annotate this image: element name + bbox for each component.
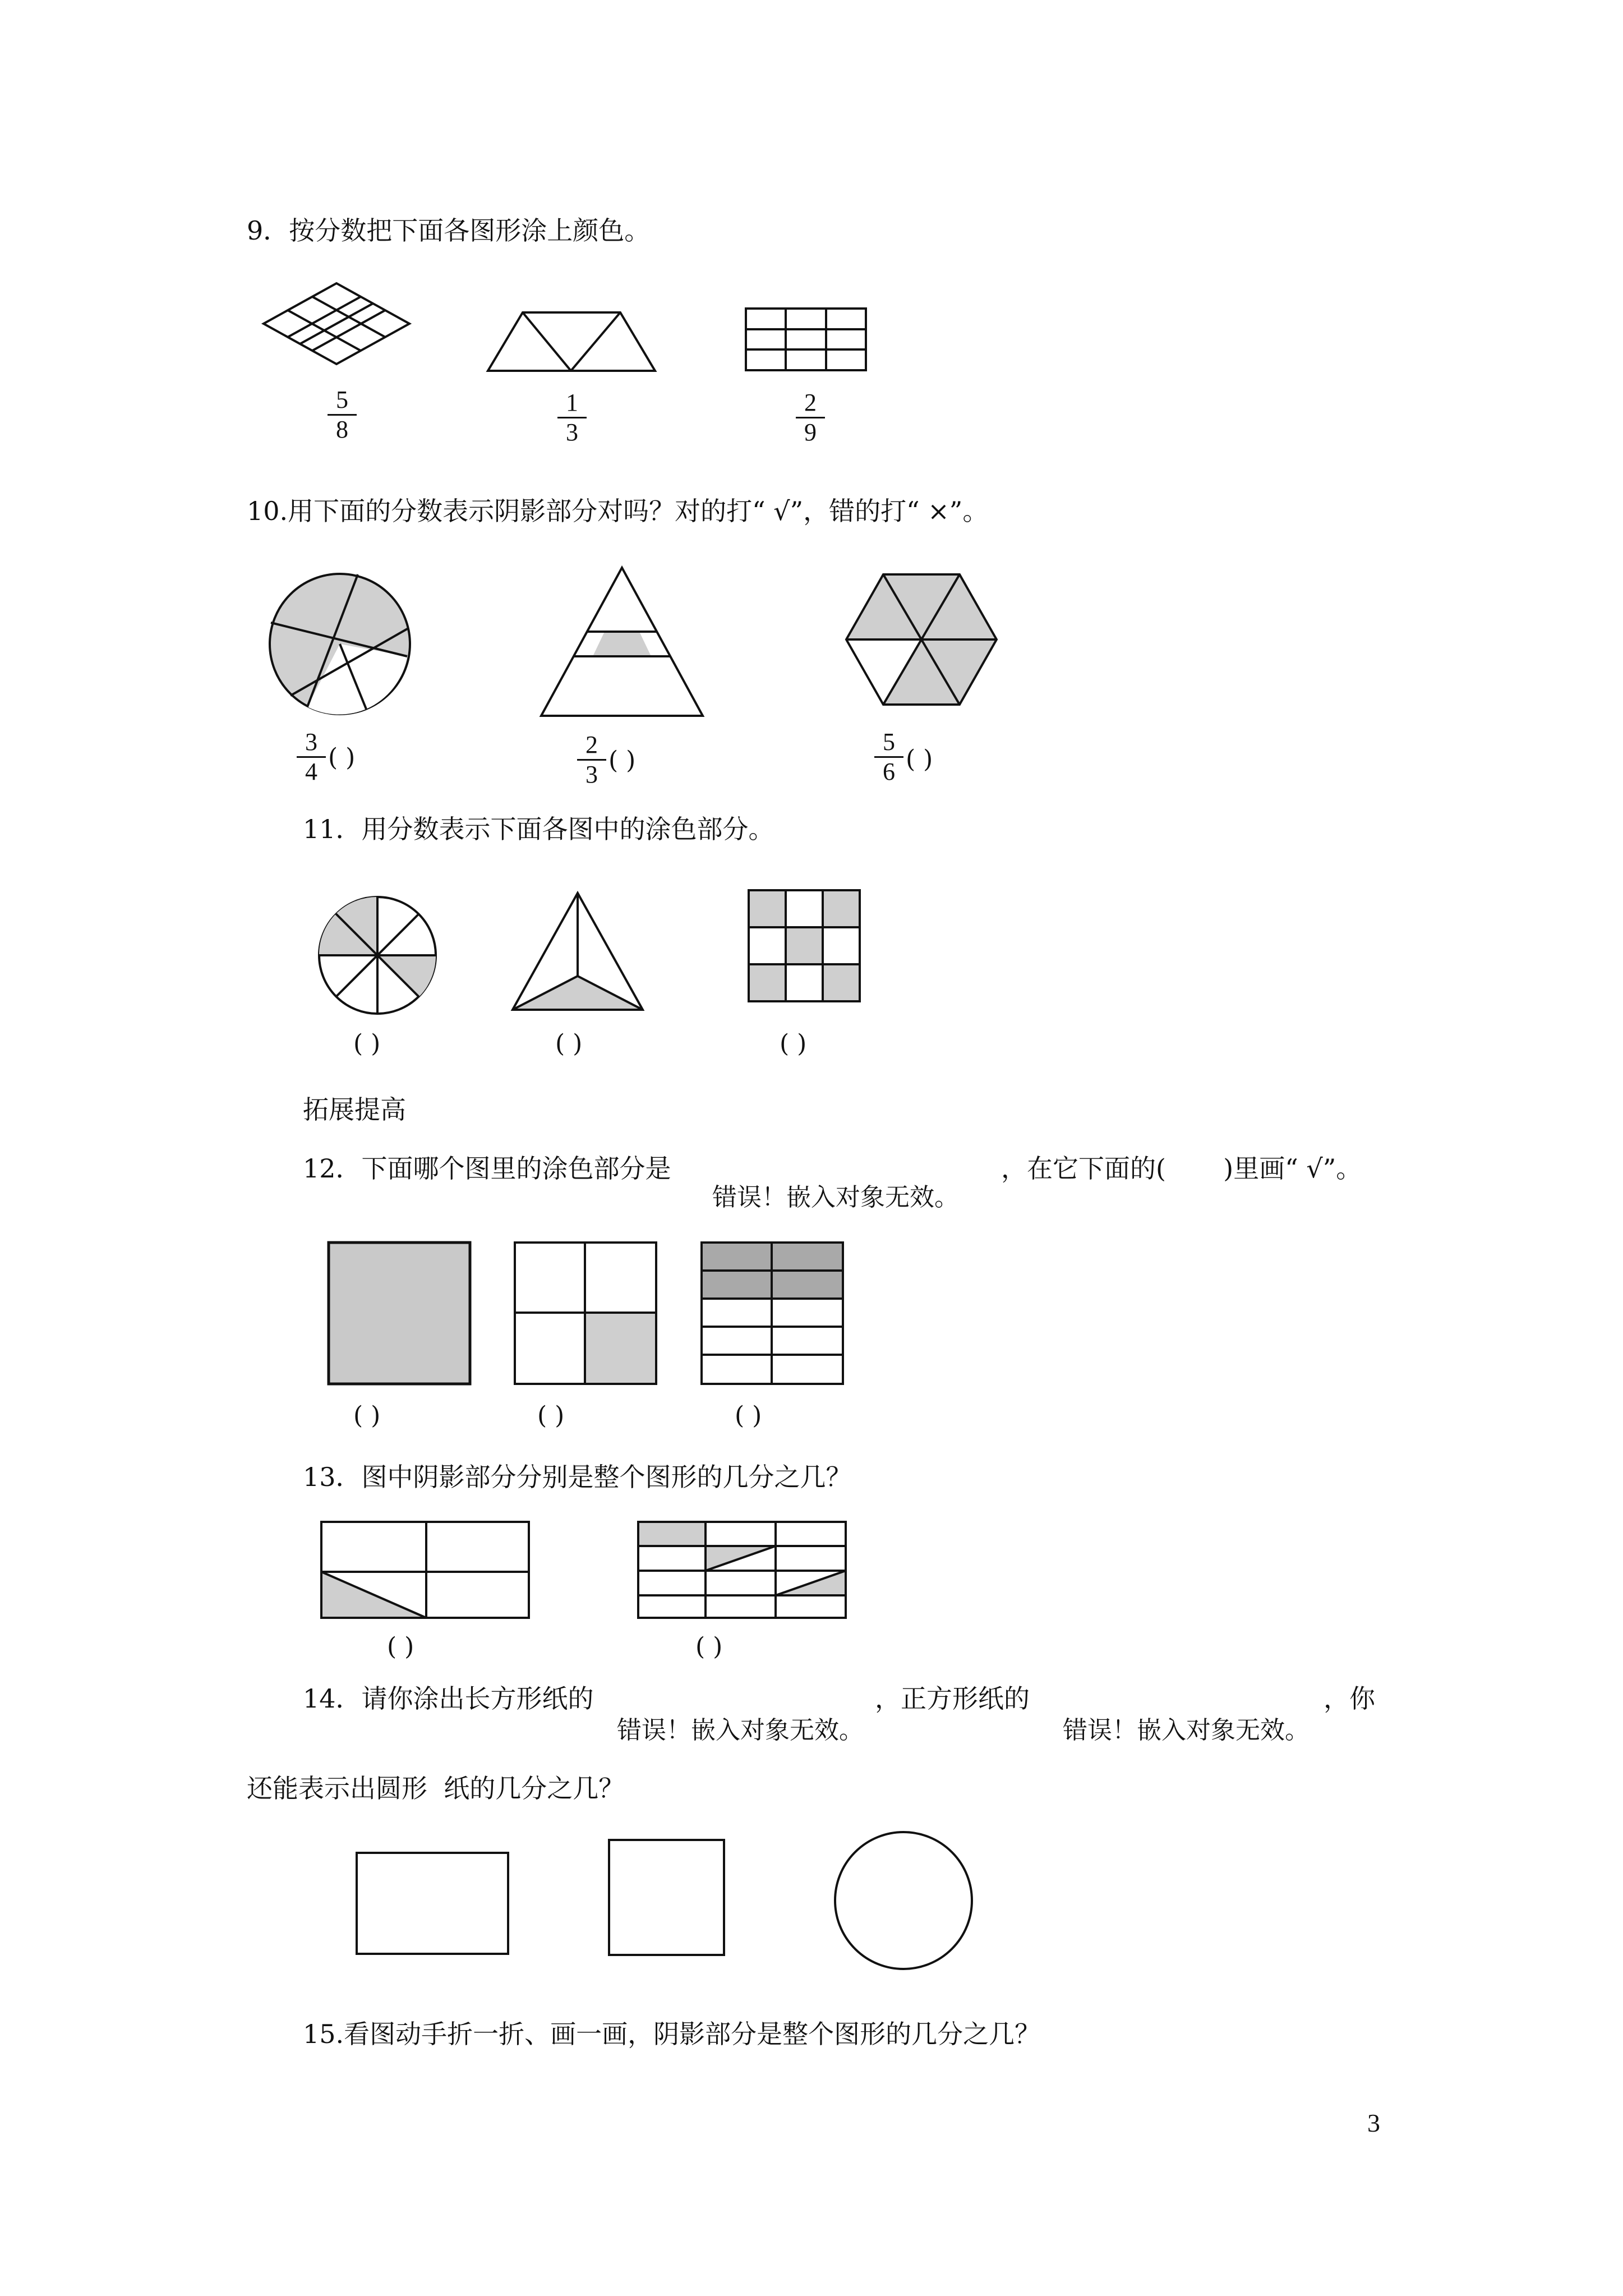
q9-rectangle-grid (745, 307, 868, 372)
q10-answer-2[interactable]: ( ) (608, 746, 636, 775)
page-number: 3 (1367, 2109, 1380, 2137)
q10-circle (268, 572, 414, 718)
q11-triangle (511, 892, 646, 1013)
q14-text-b: ，正方形纸的 (875, 1683, 1030, 1714)
q14-circle (833, 1830, 976, 1973)
q10-answer-1[interactable]: ( ) (328, 743, 356, 772)
q9-fraction-1: 5 8 (325, 387, 359, 443)
q14-text-a: 14．请你涂出长方形纸的 (303, 1683, 594, 1714)
q13-answer-2[interactable]: ( ) (695, 1632, 723, 1661)
q12-answer-1[interactable]: ( ) (353, 1401, 381, 1430)
q9-fraction-2: 1 3 (555, 390, 589, 445)
q12-answer-3[interactable]: ( ) (735, 1401, 762, 1430)
q10-triangle (541, 567, 704, 718)
q10-fraction-3: 5 6 (872, 729, 906, 785)
q13-rectangle-1 (320, 1520, 533, 1621)
q12-square-2 (513, 1241, 659, 1387)
q13-text: 13．图中阴影部分分别是整个图形的几分之几？ (303, 1462, 852, 1492)
q10-hexagon (844, 571, 1001, 711)
q14-error-1: 错误！嵌入对象无效。 (617, 1716, 864, 1745)
q12-square-1 (327, 1241, 473, 1387)
q14-error-2: 错误！嵌入对象无效。 (1063, 1716, 1310, 1745)
q9-fraction-3: 2 9 (794, 390, 827, 445)
q12-error: 错误！嵌入对象无效。 (712, 1183, 959, 1212)
q9-rhombus-grid (264, 283, 421, 367)
q11-answer-1[interactable]: ( ) (353, 1029, 381, 1058)
q13-rectangle-2 (637, 1520, 850, 1621)
q12-text-a: 12．下面哪个图里的涂色部分是 (303, 1153, 671, 1184)
q12-text-b: ，在它下面的( )里画“ √”。 (1001, 1153, 1362, 1184)
section-title: 拓展提高 (303, 1094, 406, 1125)
q9-text: 9．按分数把下面各图形涂上颜色。 (247, 215, 651, 246)
q15-text: 15.看图动手折一折、画一画，阴影部分是整个图形的几分之几？ (303, 2019, 1041, 2049)
q14-square (607, 1838, 728, 1959)
q10-fraction-2: 2 3 (575, 732, 608, 788)
q10-answer-3[interactable]: ( ) (906, 745, 933, 774)
q14-rectangle (355, 1851, 512, 1958)
q11-square-grid (748, 889, 863, 1004)
q11-text: 11．用分数表示下面各图中的涂色部分。 (303, 814, 774, 844)
q13-answer-1[interactable]: ( ) (387, 1632, 414, 1661)
q10-fraction-1: 3 4 (294, 729, 328, 785)
q14-text-d: 还能表示出圆形 纸的几分之几？ (247, 1773, 625, 1803)
q14-text-c: ，你 (1324, 1683, 1375, 1714)
q10-text: 10.用下面的分数表示阴影部分对吗？对的打“ √”，错的打“ ×”。 (247, 496, 989, 526)
q12-answer-2[interactable]: ( ) (537, 1401, 565, 1430)
q12-square-3 (700, 1241, 846, 1387)
q9-trapezoid (488, 311, 656, 373)
q11-answer-2[interactable]: ( ) (555, 1029, 583, 1058)
q11-answer-3[interactable]: ( ) (780, 1029, 807, 1058)
q11-circle (317, 895, 440, 1018)
